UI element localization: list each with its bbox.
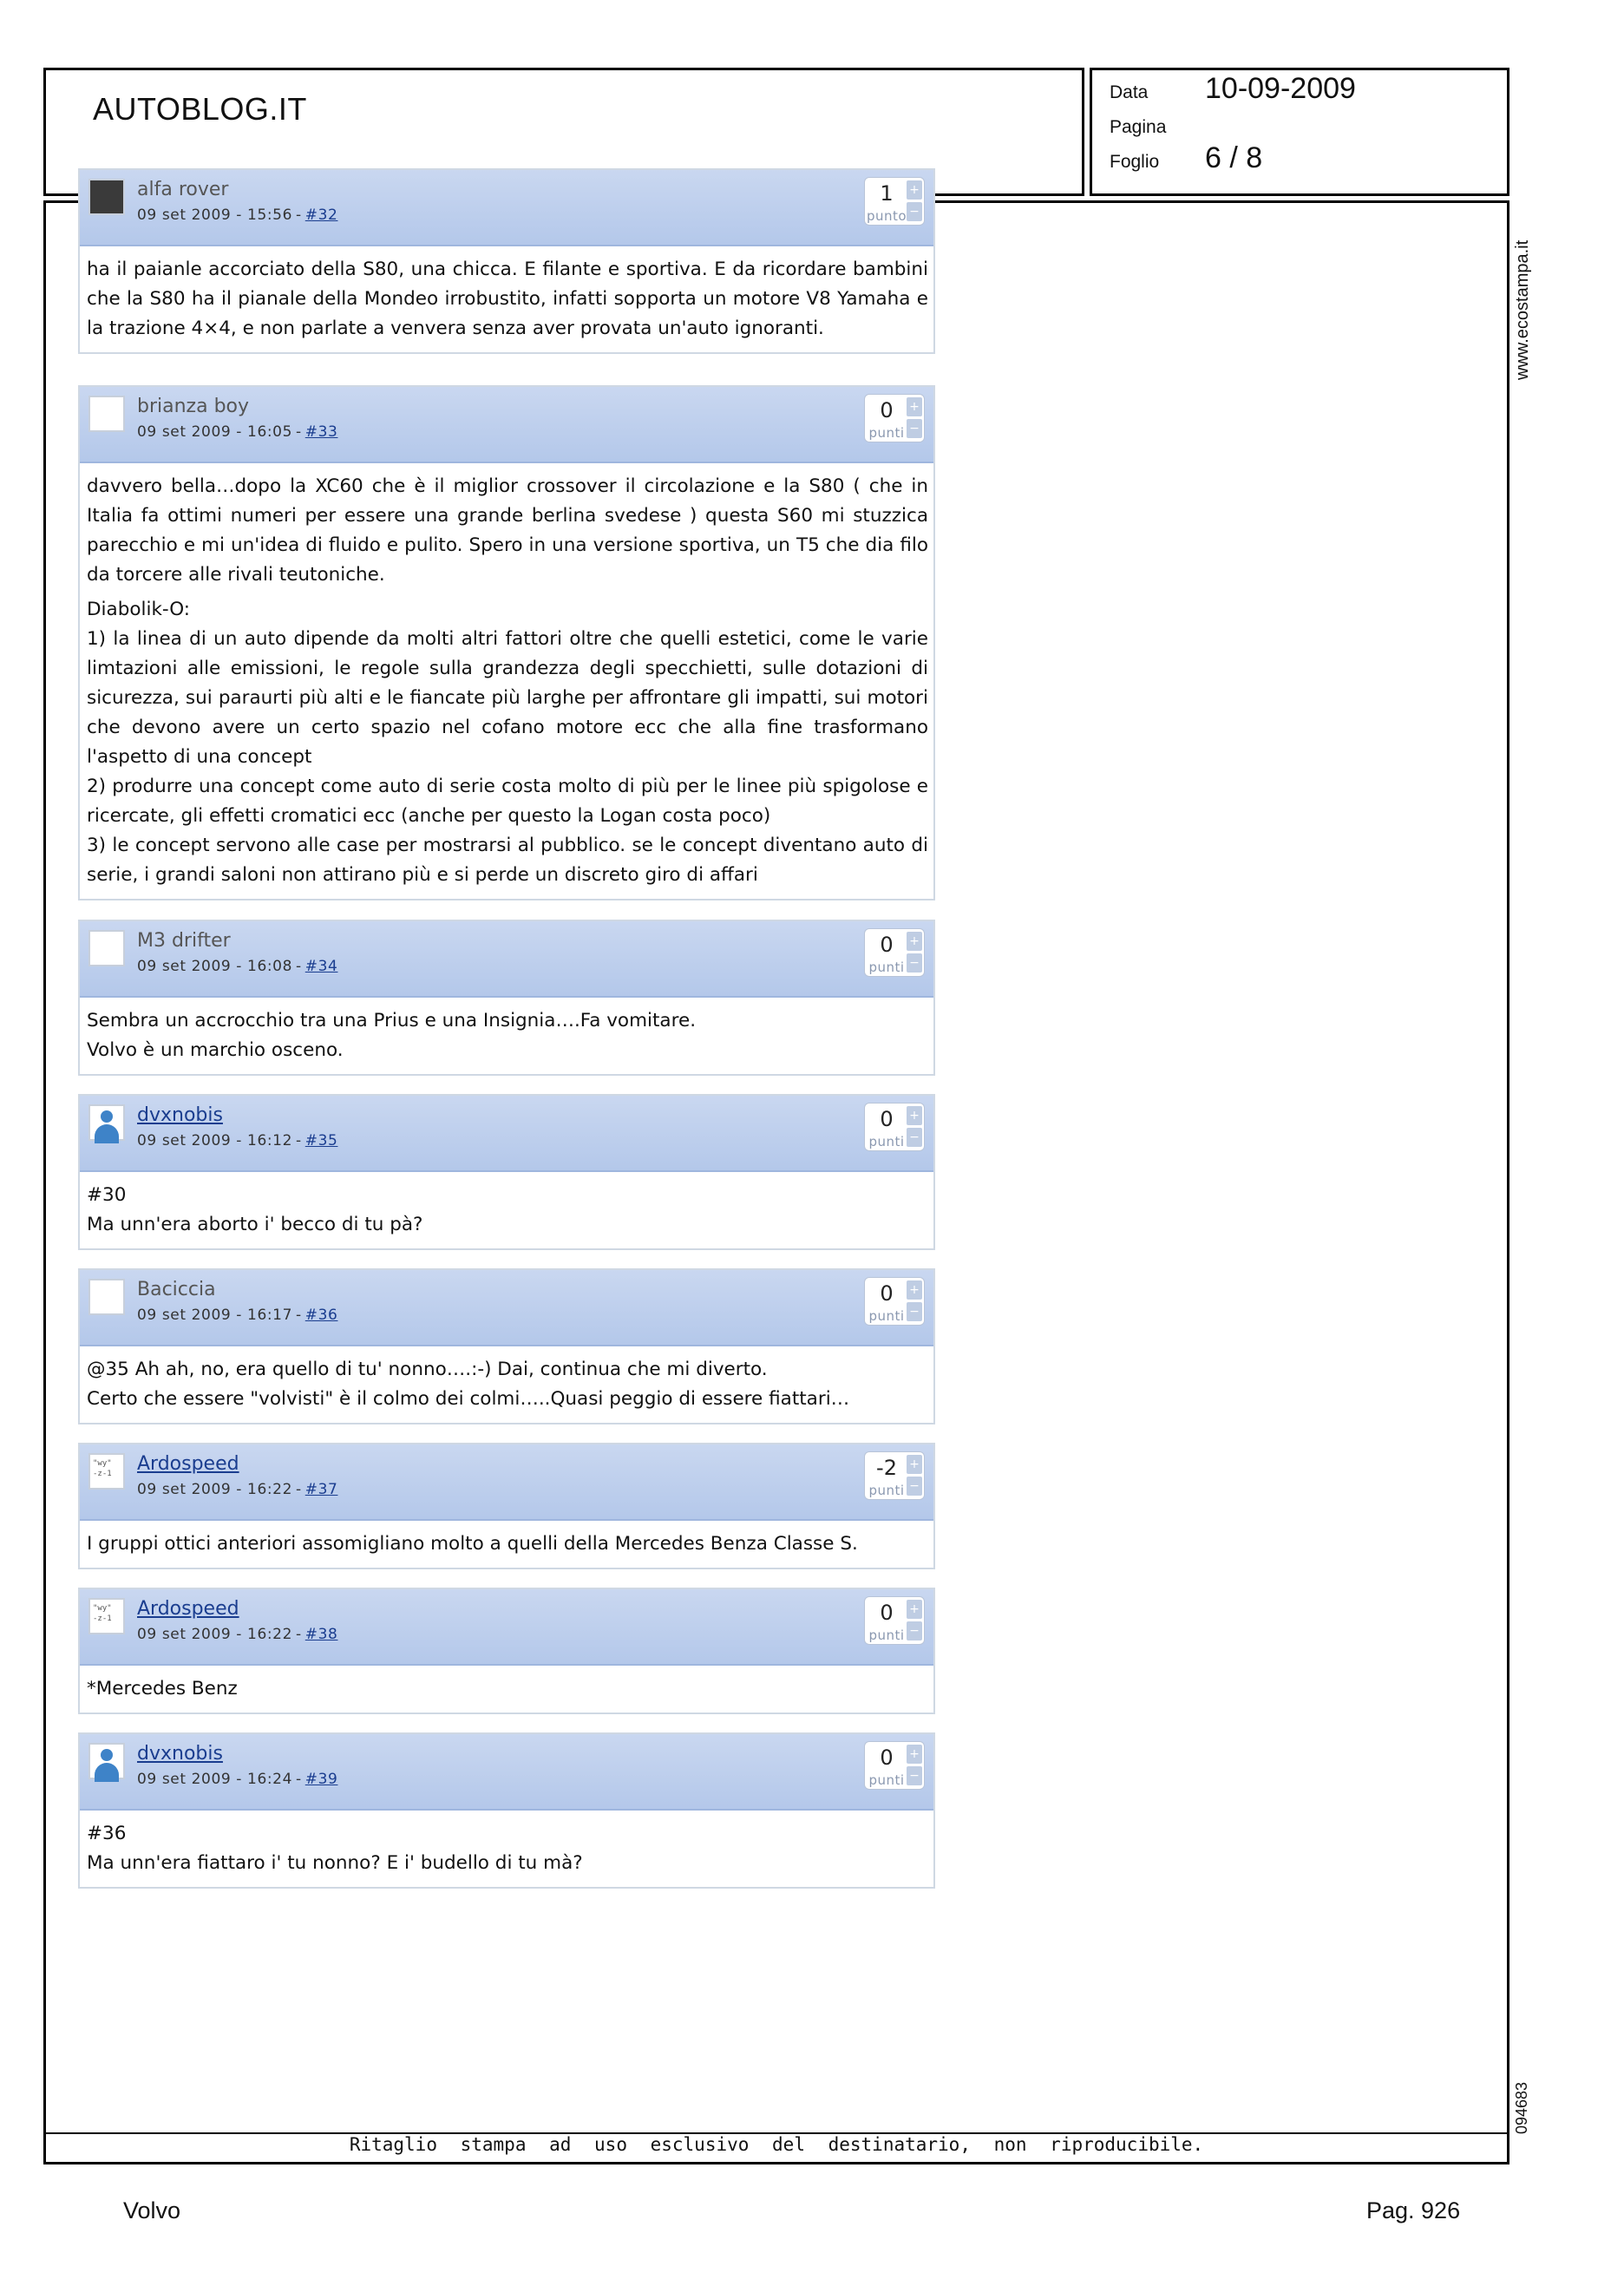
- sheet-label: Foglio: [1110, 152, 1160, 172]
- comment-text: Diabolik-O: 1) la linea di un auto dipende da molti altri fattori oltre che quelli estetici, come le varie limtazioni alle emissioni, le regole sulla grandezza degli specchietti, sulle dotazioni di sicurezza, sui paraurti più alti e le fiancate più larghe per affrontare gli impatti, sui motori che devono avere un certo spazio nel cofano motore ecc che alla fine trasformano l'aspetto di una concept 2) produrre una concept come auto di serie costa molto di più per le linee più spigolose e ricercate, gli effetti cromatici ecc (anche per questo la Logan costa poco) 3) le concept servono alle case per mostrarsi al pubblico. se le concept diventano auto di serie, i grandi saloni non attirano più e si perde un discreto giro di affari: [87, 599, 928, 886]
- comment-author: Baciccia: [137, 1279, 216, 1300]
- vote-up-icon[interactable]: +: [907, 932, 922, 951]
- website-vertical: [1509, 215, 1544, 380]
- score-value: 0: [880, 1745, 894, 1770]
- comment-header: [80, 921, 933, 998]
- comment-permalink[interactable]: #37: [304, 1481, 338, 1498]
- score-box: [864, 177, 925, 226]
- avatar-photo-icon: [88, 179, 125, 215]
- comment-34: [78, 920, 935, 1076]
- comment-body: [80, 1521, 933, 1568]
- vote-down-icon[interactable]: −: [907, 953, 922, 973]
- score-box: [864, 1596, 925, 1645]
- comment-header: [80, 1096, 933, 1172]
- comment-author: brianza boy: [137, 396, 250, 417]
- comment-body: [80, 1346, 933, 1423]
- score-unit: punti: [868, 1483, 905, 1498]
- comment-header: [80, 387, 933, 463]
- comment-body: [80, 463, 933, 899]
- website-text: www.ecostampa.it: [1513, 239, 1532, 380]
- score-unit: punti: [868, 959, 905, 975]
- comment-header: [80, 1444, 933, 1521]
- vote-up-icon[interactable]: +: [907, 1106, 922, 1125]
- vote-up-icon[interactable]: +: [907, 1600, 922, 1619]
- comment-author-link[interactable]: Ardospeed: [137, 1598, 239, 1620]
- score-value: -2: [876, 1456, 897, 1480]
- vote-down-icon[interactable]: −: [907, 1128, 922, 1147]
- score-box: [864, 1451, 925, 1500]
- avatar-blank-icon: [88, 1279, 125, 1315]
- comment-header: [80, 1589, 933, 1666]
- comment-header: [80, 1734, 933, 1811]
- score-unit: punti: [868, 425, 905, 441]
- score-value: 0: [880, 1281, 894, 1306]
- comment-permalink[interactable]: #38: [304, 1626, 338, 1643]
- avatar-blank-icon: [88, 930, 125, 966]
- comment-35: [78, 1094, 935, 1250]
- vote-up-icon[interactable]: +: [907, 397, 922, 416]
- comment-text: ha il paianle accorciato della S80, una chicca. E filante e sportiva. E da ricordare bambini che la S80 ha il pianale della Mondeo irrobustito, infatti sopporta un motore V8 Yamaha e la trazione 4×4, e non parlate a venvera senza aver provata un'auto ignoranti.: [87, 259, 928, 339]
- score-unit: punti: [868, 1134, 905, 1149]
- date-label: Data: [1110, 82, 1149, 102]
- score-value: 0: [880, 1107, 894, 1131]
- score-value: 0: [880, 398, 894, 422]
- comment-33: [78, 385, 935, 900]
- score-unit: punto: [866, 208, 907, 224]
- avatar-person-icon: [88, 1104, 125, 1141]
- comment-permalink[interactable]: #32: [304, 206, 338, 224]
- comment-text: I gruppi ottici anteriori assomigliano molto a quelli della Mercedes Benza Classe S.: [87, 1533, 858, 1555]
- source-name: AUTOBLOG.IT: [93, 91, 307, 127]
- comment-text: @35 Ah ah, no, era quello di tu' nonno….:-) Dai, continua che mi diverto. Certo che essere "volvisti" è il colmo dei colmi…..Quasi peggio di essere fiattari…: [87, 1359, 850, 1410]
- comment-text: Sembra un accrocchio tra una Prius e una Insignia….Fa vomitare. Volvo è un marchio osceno.: [87, 1010, 697, 1061]
- comment-permalink[interactable]: #39: [304, 1771, 338, 1788]
- score-value: 0: [880, 1601, 894, 1625]
- comments-list: [78, 179, 935, 1874]
- comment-text: #36 Ma unn'era fiattaro i' tu nonno? E i' budello di tu mà?: [87, 1823, 583, 1874]
- comment-permalink[interactable]: #34: [304, 958, 338, 975]
- comment-body: [80, 1666, 933, 1713]
- code-vertical: [1509, 2073, 1544, 2134]
- vote-up-icon[interactable]: +: [907, 1280, 922, 1300]
- comment-author[interactable]: alfa rover: [137, 179, 229, 200]
- comment-date: 09 set 2009 - 16:24 - #39: [137, 1771, 338, 1788]
- vote-up-icon[interactable]: +: [907, 1745, 922, 1764]
- comment-header: [80, 170, 933, 246]
- comment-38: [78, 1588, 935, 1714]
- comment-body: [80, 1172, 933, 1248]
- score-unit: punti: [868, 1627, 905, 1643]
- comment-header: [80, 1270, 933, 1346]
- avatar-blank-icon: [88, 396, 125, 432]
- comment-text: davvero bella…dopo la XC60 che è il miglior crossover il circolazione e la S80 ( che in Italia fa ottimi numeri per essere una grande berlina svedese ) questa S60 mi stuzzica parecchio e mi un'idea di fluido e pulito. Spero in una versione sportiva, un T5 che dia filo da torcere alle rivali teutoniche.: [87, 475, 928, 586]
- comment-date: 09 set 2009 - 16:22 - #37: [137, 1481, 338, 1498]
- comment-32: [78, 168, 935, 354]
- comment-text: #30 Ma unn'era aborto i' becco di tu pà?: [87, 1184, 423, 1235]
- vote-down-icon[interactable]: −: [907, 1621, 922, 1640]
- score-box: [864, 1741, 925, 1790]
- comment-author: M3 drifter: [137, 930, 231, 952]
- comment-date: 09 set 2009 - 16:12 - #35: [137, 1132, 338, 1149]
- date-value: 10-09-2009: [1205, 72, 1356, 105]
- footer-topic: Volvo: [123, 2197, 181, 2223]
- vote-up-icon[interactable]: +: [907, 1455, 922, 1474]
- reproduction-notice: Ritaglio stampa ad uso esclusivo del destinatario, non riproducibile.: [349, 2134, 1204, 2155]
- vote-down-icon[interactable]: −: [907, 1302, 922, 1321]
- comment-body: [80, 1811, 933, 1887]
- comment-37: [78, 1443, 935, 1569]
- vote-down-icon[interactable]: −: [907, 202, 922, 221]
- avatar-logo-icon: [88, 1453, 125, 1490]
- vote-down-icon[interactable]: −: [907, 1477, 922, 1496]
- comment-date: 09 set 2009 - 16:08 - #34: [137, 958, 338, 975]
- comment-permalink[interactable]: #33: [304, 423, 338, 441]
- score-box: [864, 394, 925, 442]
- score-box: [864, 1103, 925, 1151]
- vote-down-icon[interactable]: −: [907, 1766, 922, 1785]
- score-box: [864, 1277, 925, 1326]
- score-value: 1: [880, 181, 894, 206]
- comment-body: [80, 246, 933, 352]
- page-label: Pagina: [1110, 117, 1167, 137]
- avatar-logo-icon: [88, 1598, 125, 1634]
- comment-author-link[interactable]: dvxnobis: [137, 1104, 223, 1126]
- comment-date: 09 set 2009 - 16:05 - #33: [137, 423, 338, 441]
- comment-date: 09 set 2009 - 16:17 - #36: [137, 1306, 338, 1324]
- comment-permalink[interactable]: #36: [304, 1306, 338, 1324]
- meta-box: [1090, 68, 1509, 196]
- sheet-value: 6 / 8: [1205, 141, 1263, 174]
- code-text: 094683: [1513, 2081, 1530, 2134]
- vote-down-icon[interactable]: −: [907, 419, 922, 438]
- comment-39: [78, 1732, 935, 1889]
- comment-permalink[interactable]: #35: [304, 1132, 338, 1149]
- footer-page: Pag. 926: [1366, 2197, 1461, 2223]
- score-value: 0: [880, 933, 894, 957]
- score-unit: punti: [868, 1308, 905, 1324]
- avatar-person-icon: [88, 1743, 125, 1779]
- comment-text: *Mercedes Benz: [87, 1678, 238, 1699]
- comment-body: [80, 998, 933, 1074]
- comment-date: 09 set 2009 - 16:22 - #38: [137, 1626, 338, 1643]
- comment-36: [78, 1268, 935, 1424]
- comment-author-link[interactable]: Ardospeed: [137, 1453, 239, 1475]
- score-unit: punti: [868, 1772, 905, 1788]
- score-box: [864, 928, 925, 977]
- comment-date: 09 set 2009 - 15:56 - #32: [137, 206, 338, 224]
- vote-up-icon[interactable]: +: [907, 180, 922, 200]
- comment-author-link[interactable]: dvxnobis: [137, 1743, 223, 1765]
